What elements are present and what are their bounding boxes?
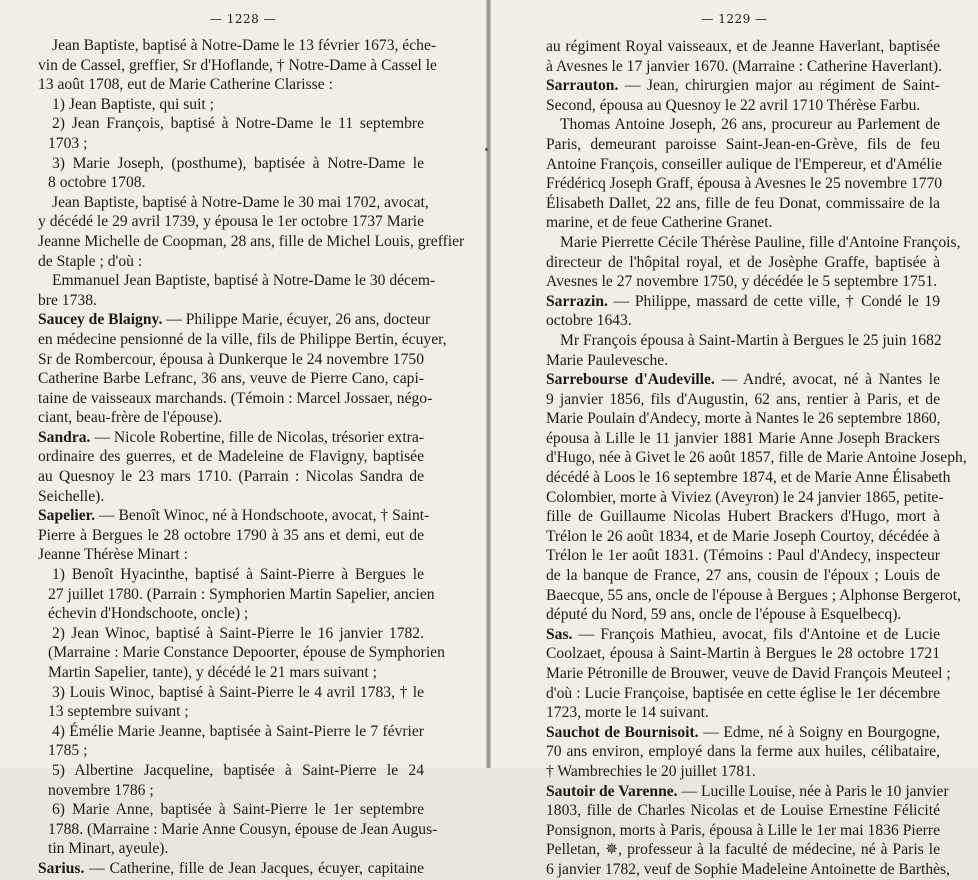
- text-line: [38, 506, 430, 526]
- text-line: Marie Poulain d'Andecy, morte à Nantes le 26 septembre 1860,: [546, 410, 941, 428]
- text-line: [38, 310, 431, 330]
- text-line: Seichelle).: [38, 487, 105, 505]
- text-line: d'où : Lucie Françoise, baptisée en cette église le 1er décembre: [546, 684, 940, 702]
- text-line: ciant, beau-frère de l'épouse).: [38, 409, 223, 427]
- text-line: 1785 ;: [48, 742, 88, 760]
- page-number: — 1228 —: [209, 12, 277, 26]
- text-line: Antoine François, conseiller aulique de l'Empereur, et d'Amélie: [546, 155, 943, 173]
- text-line: 1803, fille de Charles Nicolas et de Louise Ernestine Félicité: [546, 802, 940, 820]
- entry-text: — Nicole Robertine, fille de Nicolas, trésorier extra-: [90, 428, 424, 446]
- text-line: Catherine Barbe Lefranc, 36 ans, veuve de Pierre Cano, capi-: [38, 370, 424, 388]
- text-line: Thomas Antoine Joseph, 26 ans, procureur au Parlement de: [560, 116, 940, 134]
- text-line: 2) Jean François, baptisé à Notre-Dame le 11 septembre: [52, 115, 424, 133]
- text-line: Jean Baptiste, baptisé à Notre-Dame le 13 février 1673, éche-: [52, 37, 437, 54]
- text-line: à Avesnes le 17 janvier 1670. (Marraine : Catherine Haverlant).: [546, 57, 942, 75]
- entry-heading: Sapelier.: [38, 507, 96, 525]
- text-line: [38, 428, 424, 448]
- text-line: fille de Guillaume Nicolas Hubert Brackers d'Hugo, mort à: [546, 508, 940, 526]
- entry-text: — Benoît Winoc, né à Hondschoote, avocat, † Saint-: [95, 507, 430, 525]
- text-line: député du Nord, 59 ans, oncle de l'épouse à Esquelbecq).: [546, 606, 902, 624]
- text-line: de la banque de France, 27 ans, cousin de l'époux ; Louis de: [546, 567, 940, 585]
- text-line: [546, 782, 949, 802]
- text-line: 27 juillet 1780. (Parrain : Symphorien Martin Sapelier, ancien: [48, 585, 435, 603]
- text-line: de Staple ; d'où :: [38, 252, 143, 270]
- text-line: 1) Benoît Hyacinthe, baptisé à Saint-Pierre à Bergues le: [52, 566, 424, 584]
- entry-text: — Lucille Louise, née à Paris le 10 janvier: [677, 782, 949, 800]
- text-line: Emmanuel Jean Baptiste, baptisé à Notre-Dame le 30 décem-: [52, 272, 436, 290]
- text-line: marine, et de feue Catherine Granet.: [546, 214, 773, 232]
- text-line: Ponsignon, morts à Paris, épousa à Lille le 1er mai 1836 Pierre: [546, 821, 940, 839]
- text-line: Marie Pétronille de Brouwer, veuve de David François Meuteel ;: [546, 665, 951, 682]
- text-column: [546, 37, 967, 880]
- text-line: 70 ans environ, employé dans la ferme aux huiles, célibataire,: [546, 743, 940, 761]
- text-line: épousa à Lille le 11 janvier 1881 Marie Anne Joseph Brackers: [546, 429, 940, 447]
- text-line: taine de vaisseaux marchands. (Témoin : Marcel Jossaer, négo-: [38, 389, 433, 407]
- text-line: Second, épousa au Quesnoy le 22 avril 1710 Thérèse Farbu.: [546, 96, 921, 114]
- text-line: 2) Jean Winoc, baptisé à Saint-Pierre le 16 janvier 1782.: [52, 624, 424, 642]
- text-line: [546, 76, 940, 96]
- text-line: Trélon le 26 août 1834, et de Marie Joseph Courtoy, décédée à: [546, 527, 940, 545]
- text-line: octobre 1643.: [546, 312, 632, 330]
- text-line: [546, 370, 940, 390]
- text-line: y décédé le 29 avril 1739, y épousa le 1er octobre 1737 Marie: [38, 213, 424, 231]
- text-line: 1) Jean Baptiste, qui suit ;: [52, 95, 214, 113]
- entry-heading: Sarrazin.: [546, 292, 608, 310]
- text-line: 4) Émélie Marie Jeanne, baptisée à Saint-Pierre le 7 février: [52, 722, 424, 740]
- text-line: Pelletan, ✵, professeur à la faculté de médecine, né à Paris le: [546, 841, 940, 859]
- entry-heading: Sandra.: [38, 428, 91, 446]
- text-line: décédé à Loos le 16 septembre 1874, et de Marie Anne Élisabeth: [546, 469, 951, 487]
- entry-heading: Sas.: [546, 625, 573, 643]
- text-line: novembre 1786 ;: [48, 781, 154, 799]
- entry-text: — André, avocat, né à Nantes le: [714, 371, 940, 389]
- text-line: [546, 292, 940, 312]
- text-line: [546, 723, 940, 743]
- text-line: ordinaire des guerres, et de Madeleine de Flavigny, baptisée: [38, 448, 424, 466]
- entry-text: — François Mathieu, avocat, fils d'Antoine et de Lucie: [572, 625, 940, 643]
- text-line: directeur de l'hôpital royal, et de Josèphe Graffe, baptisée à: [546, 253, 940, 271]
- entry-heading: Saucey de Blaigny.: [38, 311, 163, 329]
- text-column: [38, 36, 465, 879]
- text-line: en médecine pensionné de la ville, fils de Philippe Bertin, écuyer,: [38, 330, 447, 348]
- page-number: — 1229 —: [701, 12, 768, 26]
- text-line: 1703 ;: [48, 134, 88, 152]
- text-line: Mr François épousa à Saint-Martin à Bergues le 25 juin 1682: [560, 331, 942, 349]
- text-line: bre 1738.: [38, 291, 97, 309]
- text-line: 5) Albertine Jacqueline, baptisée à Saint-Pierre le 24: [52, 761, 424, 779]
- right-page: [491, 0, 978, 878]
- entry-text: — Jean, chirurgien major au régiment de Saint-: [618, 77, 940, 95]
- text-line: 3) Louis Winoc, baptisé à Saint-Pierre le 4 avril 1783, † le: [52, 683, 424, 701]
- text-line: Sr de Rombercour, épousa à Dunkerque le 24 novembre 1750: [38, 350, 424, 368]
- text-line: Paris, demeurant paroisse Saint-Jean-en-Grève, fils de feu: [546, 135, 940, 153]
- text-line: Coolzaet, épousa à Saint-Martin à Bergues le 28 octobre 1721: [546, 645, 940, 663]
- text-line: [38, 859, 424, 879]
- text-line: Jeanne Thérèse Minart :: [38, 546, 188, 564]
- text-line: 1723, morte le 14 suivant.: [546, 704, 709, 722]
- text-line: Marie Paulevesche.: [546, 351, 669, 369]
- text-line: 6) Marie Anne, baptisée à Saint-Pierre le 1er septembre: [52, 801, 424, 819]
- text-line: 3) Marie Joseph, (posthume), baptisée à Notre-Dame le: [52, 154, 424, 172]
- text-line: tin Minart, ayeule).: [48, 840, 169, 858]
- entry-text: — Philippe, massard de cette ville, † Condé le 19: [607, 292, 940, 310]
- text-line: Pierre à Bergues le 28 octobre 1790 à 35 ans et demi, eut de: [38, 526, 424, 544]
- text-line: 13 août 1708, eut de Marie Catherine Clarisse :: [38, 76, 333, 94]
- left-page: [0, 0, 486, 877]
- entry-heading: Sarrauton.: [546, 77, 619, 95]
- text-line: Marie Pierrette Cécile Thérèse Pauline, fille d'Antoine François,: [560, 233, 961, 251]
- text-line: 1788. (Marraine : Marie Anne Cousyn, épouse de Jean Augus-: [48, 820, 438, 838]
- text-line: 6 janvier 1782, veuf de Sophie Madeleine Antoinette de Barthès,: [546, 860, 951, 878]
- entry-text: — Philippe Marie, écuyer, 26 ans, docteur: [162, 311, 431, 329]
- text-line: 13 septembre suivant ;: [48, 703, 189, 721]
- text-line: d'Hugo, née à Givet le 26 août 1857, fille de Marie Antoine Joseph,: [546, 449, 967, 467]
- text-line: Frédéricq Joseph Graff, épousa à Avesnes le 25 novembre 1770: [546, 175, 943, 193]
- text-line: Jean Baptiste, baptisé à Notre-Dame le 30 mai 1702, avocat,: [52, 193, 429, 211]
- entry-heading: Sauchot de Bournisoit.: [546, 723, 699, 741]
- paper-speck: [485, 148, 488, 151]
- text-line: 9 janvier 1856, fils d'Augustin, 62 ans, rentier à Paris, et de: [546, 390, 940, 408]
- text-line: Martin Sapelier, tante), y décédé le 21 mars suivant ;: [48, 664, 377, 681]
- text-line: [546, 625, 940, 645]
- entry-heading: Sautoir de Varenne.: [546, 782, 678, 800]
- entry-heading: Sarius.: [38, 859, 85, 877]
- text-line: 8 octobre 1708.: [48, 174, 146, 192]
- text-line: Baecque, 55 ans, oncle de l'épouse à Bergues ; Alphonse Bergerot,: [546, 586, 961, 604]
- entry-text: — Catherine, fille de Jean Jacques, écuyer, capitaine: [84, 859, 424, 877]
- text-line: vin de Cassel, greffier, Sr d'Hoflande, † Notre-Dame à Cassel le: [38, 56, 437, 74]
- text-line: Élisabeth Dallet, 22 ans, fille de feu Donat, commissaire de la: [546, 194, 940, 212]
- text-line: au Quesnoy le 23 mars 1710. (Parrain : Nicolas Sandra de: [38, 468, 424, 486]
- text-line: † Wambrechies le 20 juillet 1781.: [546, 762, 756, 780]
- text-line: Avesnes le 27 novembre 1750, y décédée le 5 septembre 1751.: [546, 273, 938, 291]
- text-line: (Marraine : Marie Constance Depoorter, épouse de Symphorien: [48, 644, 445, 662]
- text-line: Jeanne Michelle de Coopman, 28 ans, fille de Michel Louis, greffier: [38, 232, 465, 250]
- text-line: Colombier, morte à Viviez (Aveyron) le 24 janvier 1865, petite-: [546, 488, 944, 506]
- text-line: au régiment Royal vaisseaux, et de Jeanne Haverlant, baptisée: [546, 38, 940, 55]
- entry-heading: Sarrebourse d'Audeville.: [546, 371, 715, 389]
- text-line: échevin d'Hondschoote, oncle) ;: [48, 605, 249, 623]
- entry-text: — Edme, né à Soigny en Bourgogne,: [698, 723, 940, 741]
- text-line: Trélon le 1er août 1831. (Témoins : Paul d'Andecy, inspecteur: [546, 547, 940, 565]
